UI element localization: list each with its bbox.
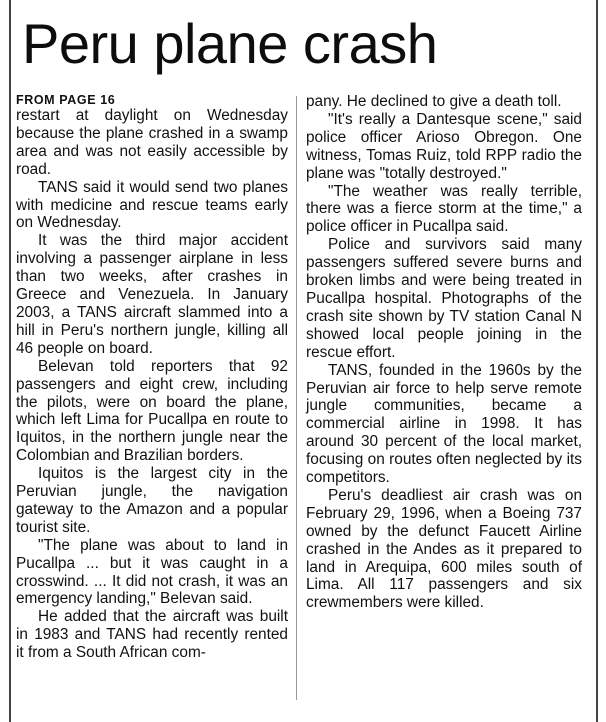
- jump-line: FROM PAGE 16: [16, 93, 116, 107]
- paragraph: "It's really a Dantesque scene," said police officer Arioso Obregon. One witness, Tomas Ruiz, told RPP radio the plane was "totally destroyed.": [306, 110, 582, 182]
- paragraph: TANS, founded in the 1960s by the Peruvian air force to help serve remote jungle communities, became a commercial airline in 1998. It has around 30 percent of the local market, focusing on routes often neglected by its competitors.: [306, 361, 582, 487]
- clipping-right-edge: [596, 0, 598, 722]
- paragraph: "The weather was really terrible, there was a fierce storm at the time," a police officer in Pucallpa said.: [306, 182, 582, 236]
- paragraph: restart at daylight on Wednesday because the plane crashed in a swamp area and was not easily accessible by road.: [16, 107, 288, 178]
- paragraph: Peru's deadliest air crash was on February 29, 1996, when a Boeing 737 owned by the defunct Faucett Airline crashed in the Andes as it prepared to land in Arequipa, 600 miles south of Lima. All 117 passengers and six crewmembers were killed.: [306, 486, 582, 612]
- paragraph: Belevan told reporters that 92 passengers and eight crew, including the pilots, were on board the plane, which left Lima for Pucallpa en route to Iquitos, in the northern jungle near the Colombian and Brazilian borders.: [16, 357, 288, 465]
- paragraph: TANS said it would send two planes with medicine and rescue teams early on Wednesday.: [16, 178, 288, 232]
- left-column: [16, 93, 288, 662]
- paragraph: "The plane was about to land in Pucallpa ... but it was caught in a crosswind. ... It did not crash, it was an emergency landing," Belevan said.: [16, 536, 288, 608]
- paragraph: Iquitos is the largest city in the Peruvian jungle, the navigation gateway to the Amazon and a popular tourist site.: [16, 465, 288, 536]
- clipping-left-edge: [9, 0, 11, 722]
- headline: Peru plane crash: [22, 12, 438, 75]
- right-column: [306, 93, 582, 612]
- paragraph: He added that the aircraft was built in 1983 and TANS had recently rented it from a South African com-: [16, 608, 288, 662]
- paragraph: pany. He declined to give a death toll.: [306, 93, 562, 110]
- column-divider: [296, 96, 297, 700]
- paragraph: It was the third major accident involving a passenger airplane in less than two weeks, after crashes in Greece and Venezuela. In January 2003, a TANS aircraft slammed into a hill in Peru's northern jungle, killing all 46 people on board.: [16, 232, 288, 357]
- paragraph: Police and survivors said many passengers suffered severe burns and broken limbs and were being treated in Pucallpa hospital. Photographs of the crash site shown by TV station Canal N showed local people joining in the rescue effort.: [306, 236, 582, 361]
